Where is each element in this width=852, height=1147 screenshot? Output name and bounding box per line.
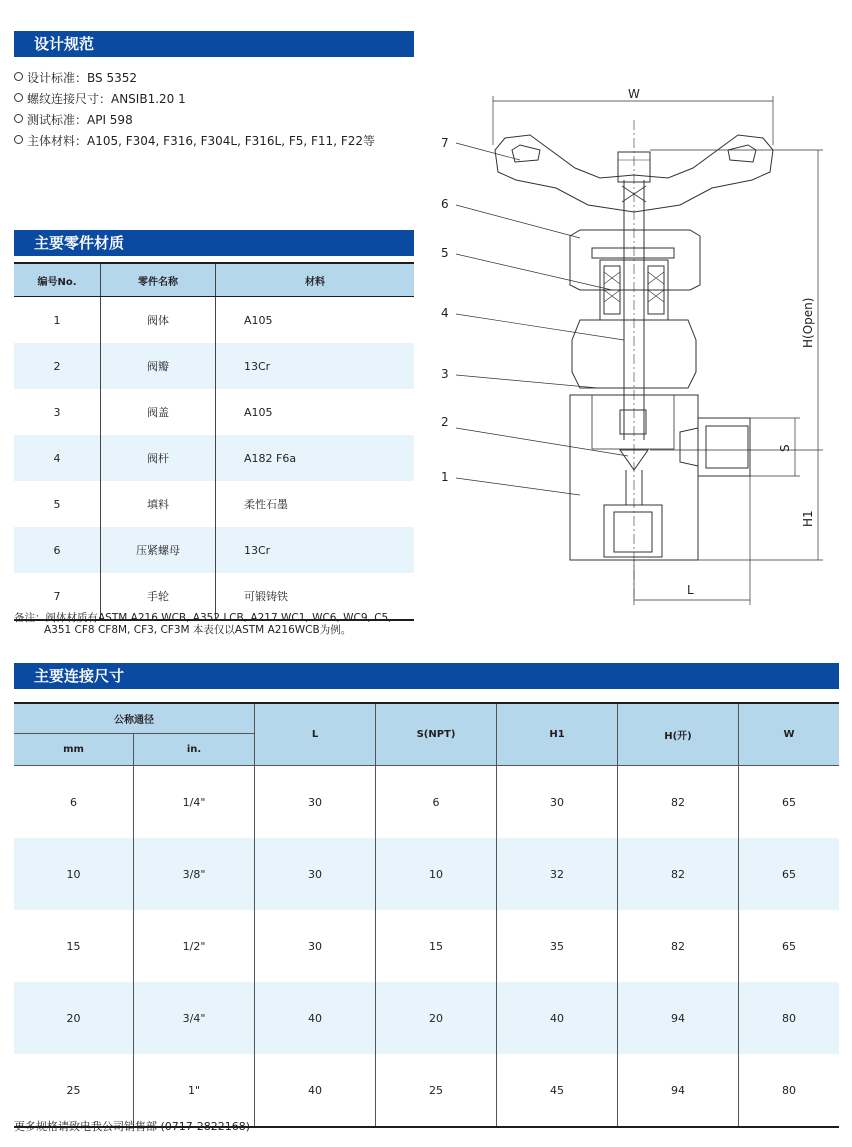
bullet-circle-icon — [14, 135, 23, 144]
dims-table — [14, 702, 839, 1128]
part-label-7: 7 — [441, 136, 449, 150]
col-header-material: 材料 — [216, 263, 415, 297]
col-header-no: 编号No. — [14, 263, 101, 297]
table-row: 7 手轮 可锻铸铁 — [14, 573, 414, 620]
spec-item: 主体材料：A105, F304, F316, F304L, F316L, F5, F11, F22等 — [14, 131, 375, 152]
part-label-4: 4 — [441, 306, 449, 320]
table-row: 5 填料 柔性石墨 — [14, 481, 414, 527]
design-spec-title: 设计规范 — [34, 35, 95, 53]
table-row: 25 1" 40 25 45 94 80 — [14, 1054, 839, 1127]
parts-title: 主要零件材质 — [34, 234, 125, 252]
material-note: 备注：阀体材质有ASTM A216 WCB, A352 LCB, A217 WC1, WC6, WC9, C5, A351 CF8 CF8M, CF3, CF3M 本表仅以ASTM A216WCB为例。 — [14, 612, 392, 636]
bullet-circle-icon — [14, 72, 23, 81]
bullet-circle-icon — [14, 114, 23, 123]
parts-title-bar — [14, 230, 414, 256]
table-row: 1 阀体 A105 — [14, 297, 414, 344]
table-row: 15 1/2" 30 15 35 82 65 — [14, 910, 839, 982]
table-row: 6 1/4" 30 6 30 82 65 — [14, 766, 839, 839]
spec-item: 测试标准：API 598 — [14, 110, 375, 131]
dims-header-row — [14, 703, 839, 734]
part-label-2: 2 — [441, 415, 449, 429]
design-spec-list — [14, 68, 375, 152]
part-label-6: 6 — [441, 197, 449, 211]
col-header-name: 零件名称 — [101, 263, 216, 297]
table-row: 6 压紧螺母 13Cr — [14, 527, 414, 573]
valve-drawing — [420, 80, 840, 620]
part-label-5: 5 — [441, 246, 449, 260]
col-header-w: W — [739, 703, 840, 766]
dim-label-l: L — [687, 583, 694, 597]
table-row: 4 阀杆 A182 F6a — [14, 435, 414, 481]
col-header-mm: mm — [14, 734, 134, 766]
parts-table — [14, 262, 414, 621]
col-header-h1: H1 — [497, 703, 618, 766]
footer-contact: 更多规格请致电我公司销售部 (0717-2822168) — [14, 1120, 251, 1133]
bullet-circle-icon — [14, 93, 23, 102]
dim-label-w: W — [628, 87, 640, 101]
spec-item: 设计标准：BS 5352 — [14, 68, 375, 89]
part-label-3: 3 — [441, 367, 449, 381]
dim-label-h-open: H(Open) — [801, 297, 815, 348]
col-header-in: in. — [134, 734, 255, 766]
table-row: 2 阀瓣 13Cr — [14, 343, 414, 389]
part-label-1: 1 — [441, 470, 449, 484]
spec-item: 螺纹连接尺寸：ANSIB1.20 1 — [14, 89, 375, 110]
table-row: 10 3/8" 30 10 32 82 65 — [14, 838, 839, 910]
table-row: 20 3/4" 40 20 40 94 80 — [14, 982, 839, 1054]
col-header-s: S(NPT) — [376, 703, 497, 766]
table-row: 3 阀盖 A105 — [14, 389, 414, 435]
dims-title: 主要连接尺寸 — [34, 667, 125, 685]
col-header-nominal: 公称通径 — [14, 703, 255, 734]
col-header-l: L — [255, 703, 376, 766]
parts-header-row — [14, 263, 414, 297]
dim-label-s: S — [778, 444, 792, 452]
dim-label-h1: H1 — [801, 510, 815, 527]
col-header-h-open: H(开) — [618, 703, 739, 766]
dims-title-bar — [14, 663, 839, 689]
design-spec-title-bar — [14, 31, 414, 57]
